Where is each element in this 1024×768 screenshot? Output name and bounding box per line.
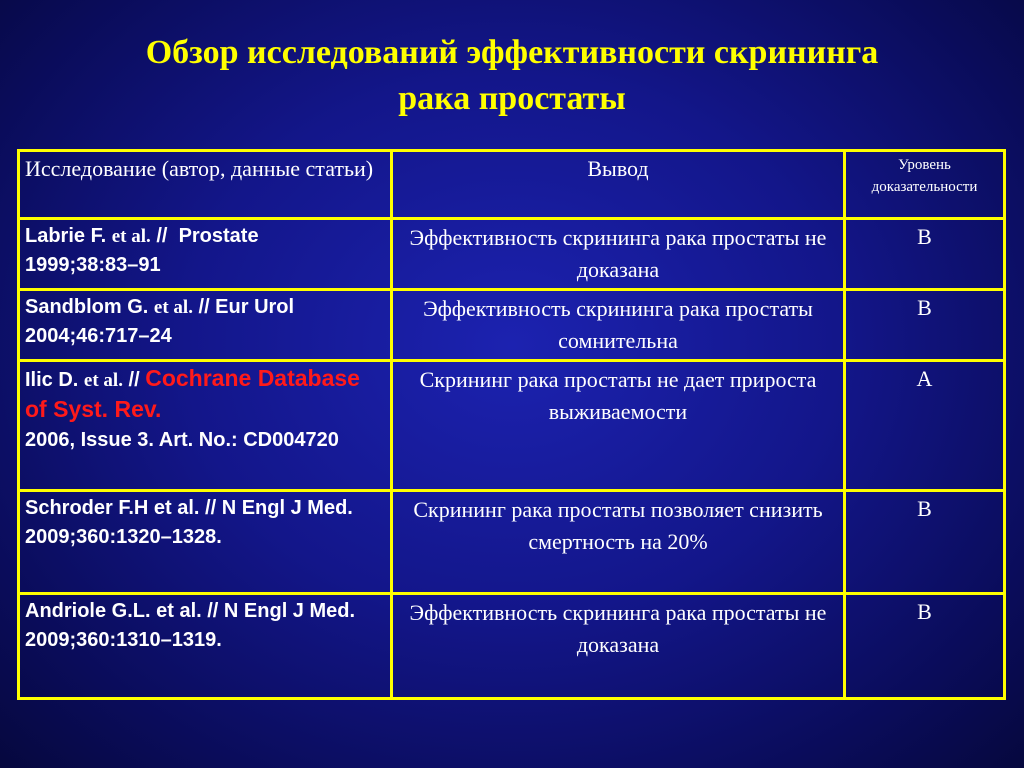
study-citation xyxy=(19,361,392,491)
citation-details: 1999;38:83–91 xyxy=(25,254,161,276)
study-conclusion: Скрининг рака простаты не дает прироста выживаемости xyxy=(392,361,845,491)
evidence-level: B xyxy=(845,219,1005,290)
citation-journal: // Eur Urol xyxy=(198,296,295,318)
citation-author: Labrie F. xyxy=(25,225,107,247)
table-row xyxy=(19,219,1005,290)
citation-separator: // xyxy=(156,225,168,247)
study-citation xyxy=(19,219,392,290)
citation-author: Ilic D. xyxy=(25,369,79,391)
study-citation: Andriole G.L. et al. // N Engl J Med. 2009;360:1310–1319. xyxy=(19,594,392,699)
table-row xyxy=(19,594,1005,699)
study-conclusion: Эффективность скрининга рака простаты не доказана xyxy=(392,219,845,290)
citation-etal: et al. xyxy=(111,226,151,247)
citation-details: 2004;46:717–24 xyxy=(25,325,172,347)
slide-title-line-2: рака простаты xyxy=(398,80,626,117)
study-conclusion: Эффективность скрининга рака простаты не доказана xyxy=(392,594,845,699)
study-conclusion: Скрининг рака простаты позволяет снизить смертность на 20% xyxy=(392,491,845,594)
citation-separator: // xyxy=(128,369,140,391)
table-header-row xyxy=(19,151,1005,219)
slide-title-line-1: Обзор исследований эффективности скрининга xyxy=(145,34,879,71)
study-citation: Schroder F.H et al. // N Engl J Med. 2009;360:1320–1328. xyxy=(19,491,392,594)
table-row xyxy=(19,361,1005,491)
study-citation xyxy=(19,290,392,361)
table-row xyxy=(19,290,1005,361)
header-conclusion: Вывод xyxy=(392,151,845,219)
evidence-level: B xyxy=(845,594,1005,699)
slide-title xyxy=(0,30,1024,122)
citation-details: 2006, Issue 3. Art. No.: CD004720 xyxy=(25,429,339,451)
citation-journal: Cochrane Database of Syst. Rev. xyxy=(25,365,360,422)
evidence-level: A xyxy=(845,361,1005,491)
citation-etal: et al. xyxy=(153,297,193,318)
citation-author: Sandblom G. xyxy=(25,296,149,318)
citation-journal: Prostate xyxy=(178,225,259,247)
study-conclusion: Эффективность скрининга рака простаты сомнительна xyxy=(392,290,845,361)
evidence-level: B xyxy=(845,491,1005,594)
studies-table xyxy=(17,149,1006,700)
table-row xyxy=(19,491,1005,594)
header-evidence-level: Уровень доказательности xyxy=(845,151,1005,219)
citation-etal: et al. xyxy=(83,370,123,391)
evidence-level: B xyxy=(845,290,1005,361)
header-study: Исследование (автор, данные статьи) xyxy=(19,151,392,219)
